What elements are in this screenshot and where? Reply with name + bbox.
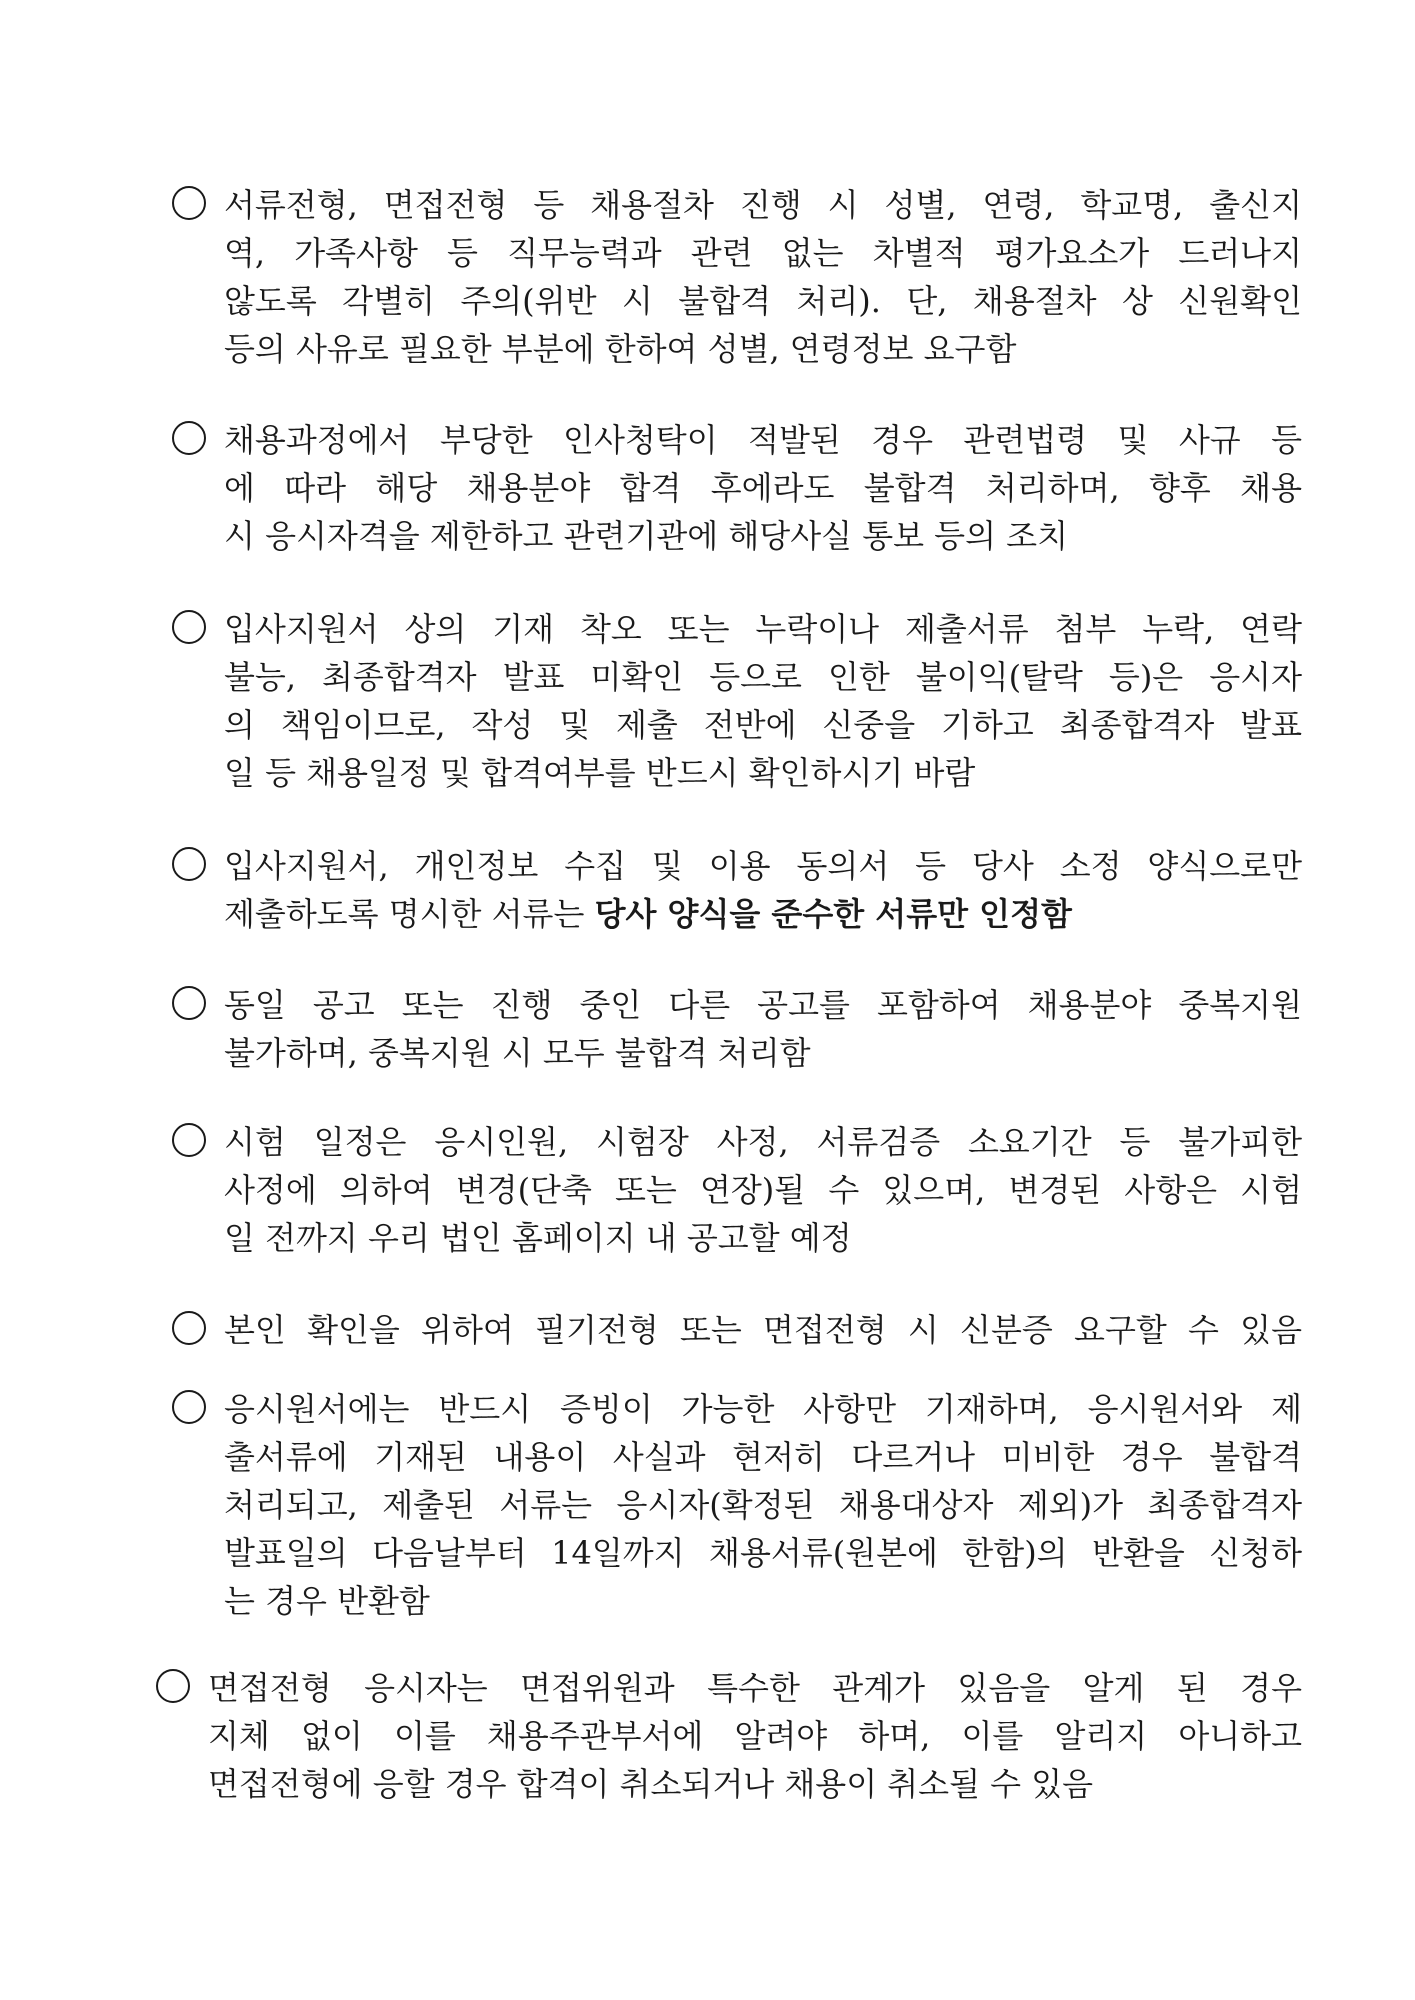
- text-line: 불능, 최종합격자 발표 미확인 등으로 인한 불이익(탈락 등)은 응시자: [224, 658, 1302, 696]
- notice-item: [172, 181, 1302, 373]
- circle-bullet-icon: [172, 1311, 206, 1345]
- notice-item: [172, 416, 1302, 560]
- text-line: 않도록 각별히 주의(위반 시 불합격 처리). 단, 채용절차 상 신원확인: [224, 282, 1302, 320]
- text-line: 면접전형 응시자는 면접위원과 특수한 관계가 있음을 알게 된 경우: [208, 1669, 1302, 1707]
- text-line: 시 응시자격을 제한하고 관련기관에 해당사실 통보 등의 조치: [224, 517, 1069, 555]
- text-line: 일 전까지 우리 법인 홈페이지 내 공고할 예정: [224, 1219, 852, 1257]
- notice-text: [224, 981, 1302, 1077]
- circle-bullet-icon: [172, 421, 206, 455]
- notice-item: [172, 981, 1302, 1077]
- notice-text: [224, 1118, 1302, 1262]
- notice-item: [172, 1118, 1302, 1262]
- text-line: 사정에 의하여 변경(단축 또는 연장)될 수 있으며, 변경된 사항은 시험: [224, 1171, 1302, 1209]
- notice-text: [224, 842, 1302, 938]
- notice-item: [172, 1306, 1302, 1354]
- text-line: 불가하며, 중복지원 시 모두 불합격 처리함: [224, 1034, 811, 1072]
- text-line: 의 책임이므로, 작성 및 제출 전반에 신중을 기하고 최종합격자 발표: [224, 706, 1302, 744]
- text-line: 동일 공고 또는 진행 중인 다른 공고를 포함하여 채용분야 중복지원: [224, 986, 1302, 1024]
- text-line: [224, 890, 1302, 938]
- notice-text: [208, 1664, 1302, 1808]
- emphasis-text: 당사 양식을 준수한 서류만 인정함: [594, 895, 1072, 933]
- text-line: 처리되고, 제출된 서류는 응시자(확정된 채용대상자 제외)가 최종합격자: [224, 1486, 1302, 1524]
- circle-bullet-icon: [172, 186, 206, 220]
- text-line: 응시원서에는 반드시 증빙이 가능한 사항만 기재하며, 응시원서와 제: [224, 1390, 1302, 1428]
- notice-item: [156, 1664, 1302, 1808]
- text-line: 입사지원서, 개인정보 수집 및 이용 동의서 등 당사 소정 양식으로만: [224, 847, 1302, 885]
- text-line: 역, 가족사항 등 직무능력과 관련 없는 차별적 평가요소가 드러나지: [224, 234, 1302, 272]
- notice-item: [172, 605, 1302, 797]
- text-line: 지체 없이 이를 채용주관부서에 알려야 하며, 이를 알리지 아니하고: [208, 1717, 1302, 1755]
- text-line: 시험 일정은 응시인원, 시험장 사정, 서류검증 소요기간 등 불가피한: [224, 1123, 1302, 1161]
- text-line: 본인 확인을 위하여 필기전형 또는 면접전형 시 신분증 요구할 수 있음: [224, 1311, 1302, 1349]
- circle-bullet-icon: [172, 847, 206, 881]
- text-line: 서류전형, 면접전형 등 채용절차 진행 시 성별, 연령, 학교명, 출신지: [224, 186, 1302, 224]
- text-plain: 제출하도록 명시한 서류는: [224, 895, 595, 933]
- notice-item: [172, 842, 1302, 938]
- text-line: 일 등 채용일정 및 합격여부를 반드시 확인하시기 바람: [224, 754, 976, 792]
- notice-text: [224, 416, 1302, 560]
- circle-bullet-icon: [172, 1123, 206, 1157]
- text-line: 면접전형에 응할 경우 합격이 취소되거나 채용이 취소될 수 있음: [208, 1765, 1094, 1803]
- notice-text: [224, 605, 1302, 797]
- text-line: 등의 사유로 필요한 부분에 한하여 성별, 연령정보 요구함: [224, 330, 1017, 368]
- circle-bullet-icon: [172, 986, 206, 1020]
- text-line: 는 경우 반환함: [224, 1582, 430, 1620]
- text-line: 발표일의 다음날부터 14일까지 채용서류(원본에 한함)의 반환을 신청하: [224, 1534, 1302, 1572]
- circle-bullet-icon: [172, 1390, 206, 1424]
- text-line: 채용과정에서 부당한 인사청탁이 적발된 경우 관련법령 및 사규 등: [224, 421, 1302, 459]
- text-line: 입사지원서 상의 기재 착오 또는 누락이나 제출서류 첨부 누락, 연락: [224, 610, 1302, 648]
- text-line: 에 따라 해당 채용분야 합격 후에라도 불합격 처리하며, 향후 채용: [224, 469, 1302, 507]
- notice-text: [224, 181, 1302, 373]
- notice-item: [172, 1385, 1302, 1625]
- text-line: 출서류에 기재된 내용이 사실과 현저히 다르거나 미비한 경우 불합격: [224, 1438, 1302, 1476]
- notice-text: [224, 1306, 1302, 1354]
- circle-bullet-icon: [156, 1669, 190, 1703]
- notice-text: [224, 1385, 1302, 1625]
- circle-bullet-icon: [172, 610, 206, 644]
